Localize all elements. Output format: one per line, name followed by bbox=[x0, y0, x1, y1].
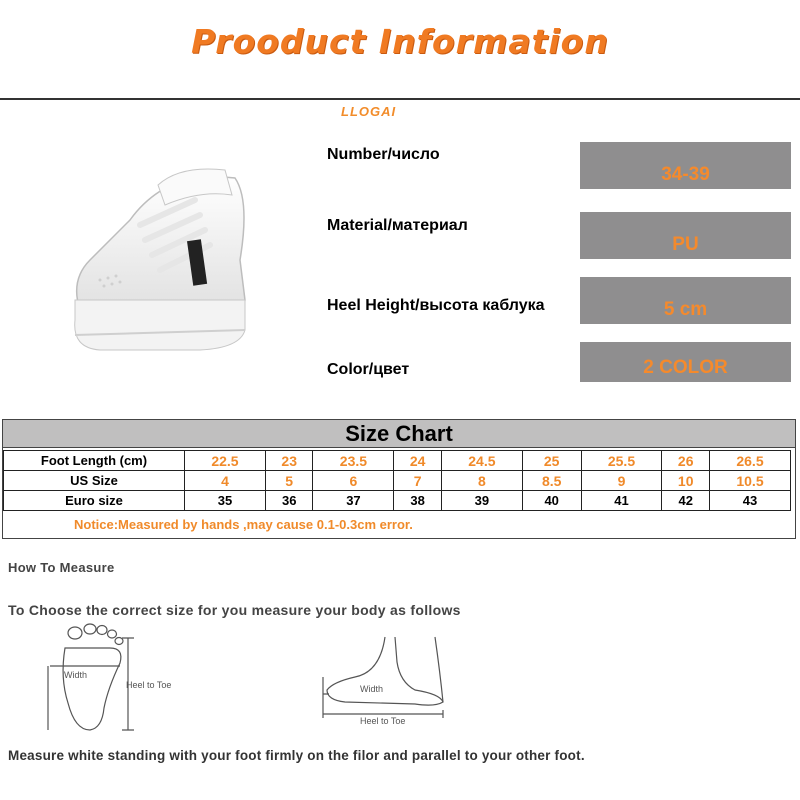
spec-value-color-text: 2 COLOR bbox=[643, 357, 728, 378]
table-cell: 35 bbox=[185, 491, 266, 511]
table-cell: 4 bbox=[185, 471, 266, 491]
diagram1-width-label: Width bbox=[64, 670, 88, 680]
spec-label-heel-height: Heel Height/высота каблука bbox=[327, 297, 545, 314]
table-cell: 7 bbox=[394, 471, 442, 491]
table-cell: 8.5 bbox=[522, 471, 581, 491]
table-cell: 43 bbox=[709, 491, 790, 511]
spec-value-number bbox=[580, 142, 791, 189]
table-cell: 9 bbox=[581, 471, 662, 491]
table-row-foot-length bbox=[4, 451, 791, 471]
diagram2-width-label: Width bbox=[360, 684, 384, 694]
measure-footer-text: Measure white standing with your foot firmly on the filor and parallel to your other foot. bbox=[8, 748, 585, 763]
spec-label-number: Number/число bbox=[327, 146, 440, 163]
table-cell: 23.5 bbox=[313, 451, 394, 471]
table-cell: 25 bbox=[522, 451, 581, 471]
table-cell: 39 bbox=[441, 491, 522, 511]
table-row-us-size bbox=[4, 471, 791, 491]
table-cell: 10.5 bbox=[709, 471, 790, 491]
spec-label-color: Color/цвет bbox=[327, 361, 410, 378]
size-chart-title: Size Chart bbox=[3, 420, 795, 448]
diagram1-length-label: Heel to Toe bbox=[126, 680, 172, 690]
product-image bbox=[60, 160, 270, 360]
spec-value-heel-height bbox=[580, 277, 791, 324]
size-chart-notice: Notice:Measured by hands ,may cause 0.1-0.3cm error. bbox=[74, 517, 413, 532]
diagram2-length-label: Heel to Toe bbox=[360, 716, 406, 726]
table-cell: 36 bbox=[265, 491, 313, 511]
page-title: Prooduct Information bbox=[191, 22, 609, 61]
table-cell: 10 bbox=[662, 471, 710, 491]
table-row-euro-size bbox=[4, 491, 791, 511]
header-divider bbox=[0, 98, 800, 100]
how-to-measure-heading: How To Measure bbox=[8, 560, 115, 575]
table-cell: 37 bbox=[313, 491, 394, 511]
row-header: Euro size bbox=[4, 491, 185, 511]
spec-value-material bbox=[580, 212, 791, 259]
table-cell: 26.5 bbox=[709, 451, 790, 471]
spec-value-number-text: 34-39 bbox=[661, 164, 710, 185]
spec-value-color bbox=[580, 342, 791, 382]
table-cell: 41 bbox=[581, 491, 662, 511]
table-cell: 40 bbox=[522, 491, 581, 511]
table-cell: 5 bbox=[265, 471, 313, 491]
spec-value-material-text: PU bbox=[672, 234, 699, 255]
brand-label: LLOGAI bbox=[341, 104, 397, 119]
table-cell: 26 bbox=[662, 451, 710, 471]
foot-side-diagram bbox=[315, 632, 465, 732]
table-cell: 24.5 bbox=[441, 451, 522, 471]
table-cell: 25.5 bbox=[581, 451, 662, 471]
foot-top-diagram bbox=[40, 618, 200, 738]
table-cell: 22.5 bbox=[185, 451, 266, 471]
table-cell: 42 bbox=[662, 491, 710, 511]
row-header: Foot Length (cm) bbox=[4, 451, 185, 471]
row-header: US Size bbox=[4, 471, 185, 491]
table-cell: 6 bbox=[313, 471, 394, 491]
table-cell: 24 bbox=[394, 451, 442, 471]
table-cell: 23 bbox=[265, 451, 313, 471]
spec-value-heel-height-text: 5 cm bbox=[663, 299, 708, 320]
size-table bbox=[3, 450, 791, 511]
spec-label-material: Material/материал bbox=[327, 217, 468, 234]
measure-instruction: To Choose the correct size for you measure your body as follows bbox=[8, 602, 461, 618]
table-cell: 38 bbox=[394, 491, 442, 511]
table-cell: 8 bbox=[441, 471, 522, 491]
